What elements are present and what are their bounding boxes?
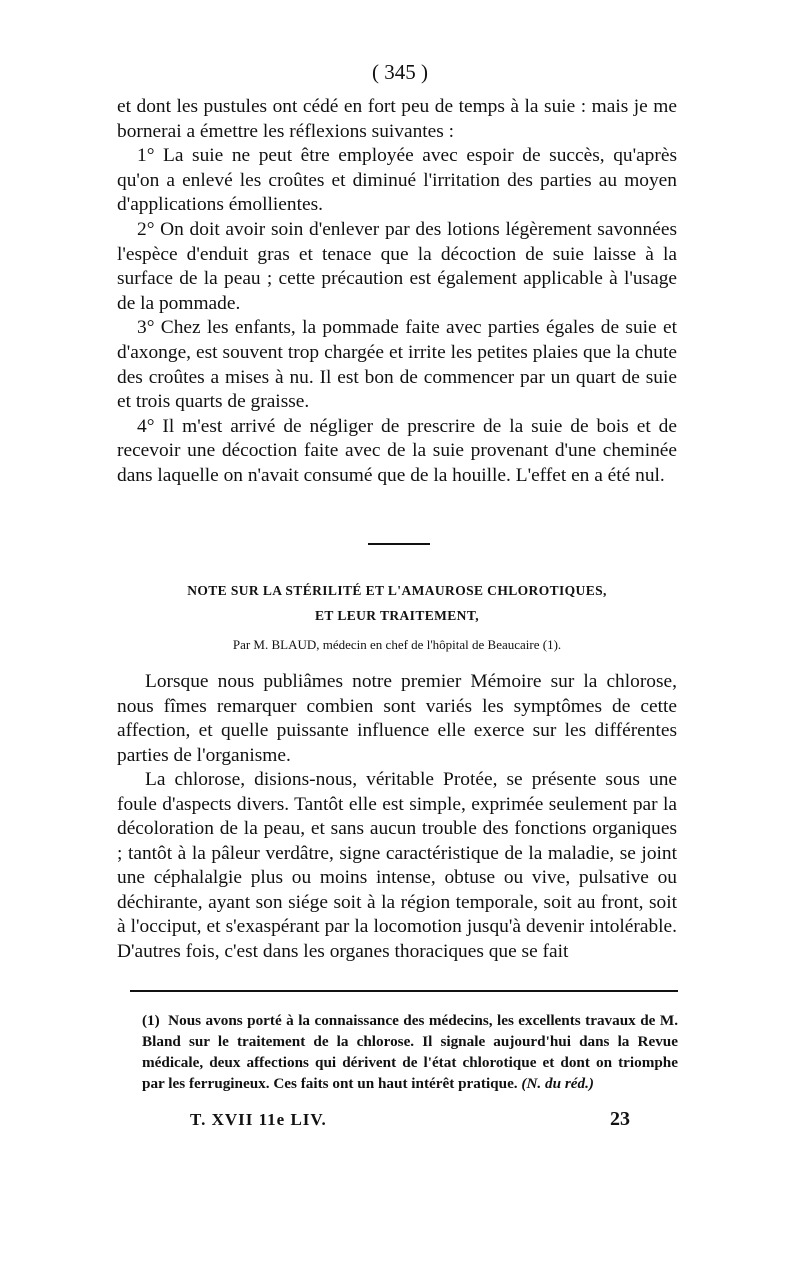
signature-volume: T. XVII 11e LIV. xyxy=(190,1110,327,1129)
paragraph-point-2: 2° On doit avoir soin d'enlever par des lotions légèrement savonnées l'espèce d'enduit gras et tenace que la décoction de suie laisse à la surface de la peau ; cette précaution est également applicable à l'usage de la pommade. xyxy=(117,218,677,314)
note-body xyxy=(117,670,677,964)
paragraph-point-1: 1° La suie ne peut être employée avec espoir de succès, qu'après qu'on a enlevé les croûtes et diminué l'irritation des parties au moyen d'applications émollientes. xyxy=(117,145,677,216)
footnote-marker: (1) xyxy=(142,1012,160,1029)
footnote-divider xyxy=(130,990,678,992)
signature-sheet-number: 23 xyxy=(610,1108,630,1130)
footnote-text: Nous avons porté à la connaissance des médecins, les excellents travaux de M. Bland sur le traitement de la chlorose. Il signale aujourd'hui dans la Revue médicale, deux affections qui dérivent de l'état chlorotique et dont on triomphe par les ferrugineux. Ces faits ont un haut intérêt pratique. xyxy=(142,1012,678,1092)
note-title xyxy=(117,578,677,628)
continued-text xyxy=(117,95,677,489)
note-title-line-2: ET LEUR TRAITEMENT, xyxy=(314,608,480,623)
paragraph-point-4: 4° Il m'est arrivé de négliger de prescrire de la suie de bois et de recevoir une décoction faite avec de la suie provenant d'une cheminée dans laquelle on n'avait consumé que de la houille. L'effet en a été nul. xyxy=(117,415,677,486)
page-number: ( 345 ) xyxy=(372,60,428,84)
note-paragraph-1: Lorsque nous publiâmes notre premier Mémoire sur la chlorose, nous fîmes remarquer combien sont variés les symptômes de cette affection, et quelle puissante influence elle exerce sur les différentes parties de l'organisme. xyxy=(117,671,677,766)
paragraph-continuation: et dont les pustules ont cédé en fort peu de temps à la suie : mais je me bornerai a émettre les réflexions suivantes : xyxy=(117,96,677,142)
note-paragraph-2: La chlorose, disions-nous, véritable Protée, se présente sous une foule d'aspects divers. Tantôt elle est simple, exprimée seulement par la décoloration de la peau, et sans aucun trouble des fonctions organiques ; tantôt à la pâleur verdâtre, signe caractéristique de la maladie, se joint une céphalalgie plus ou moins intense, obtuse ou vive, pulsative ou déchirante, ayant son siége soit à la région temporale, soit au front, soit à l'occiput, et s'exaspérant par la locomotion jusqu'à devenir intolérable. D'autres fois, c'est dans les organes thoraciques que se fait xyxy=(117,769,677,962)
note-title-line-1: NOTE SUR LA STÉRILITÉ ET L'AMAUROSE CHLOROTIQUES, xyxy=(187,583,607,598)
note-byline: Par M. BLAUD, médecin en chef de l'hôpital de Beaucaire (1). xyxy=(232,637,562,652)
section-divider xyxy=(368,543,430,545)
footnote xyxy=(142,1010,678,1094)
footnote-attribution: (N. du réd.) xyxy=(521,1075,594,1092)
paragraph-point-3: 3° Chez les enfants, la pommade faite avec parties égales de suie et d'axonge, est souvent trop chargée et irrite les petites plaies que la chute des croûtes a mises à nu. Il est bon de commencer par un quart de suie et trois quarts de graisse. xyxy=(117,317,677,413)
